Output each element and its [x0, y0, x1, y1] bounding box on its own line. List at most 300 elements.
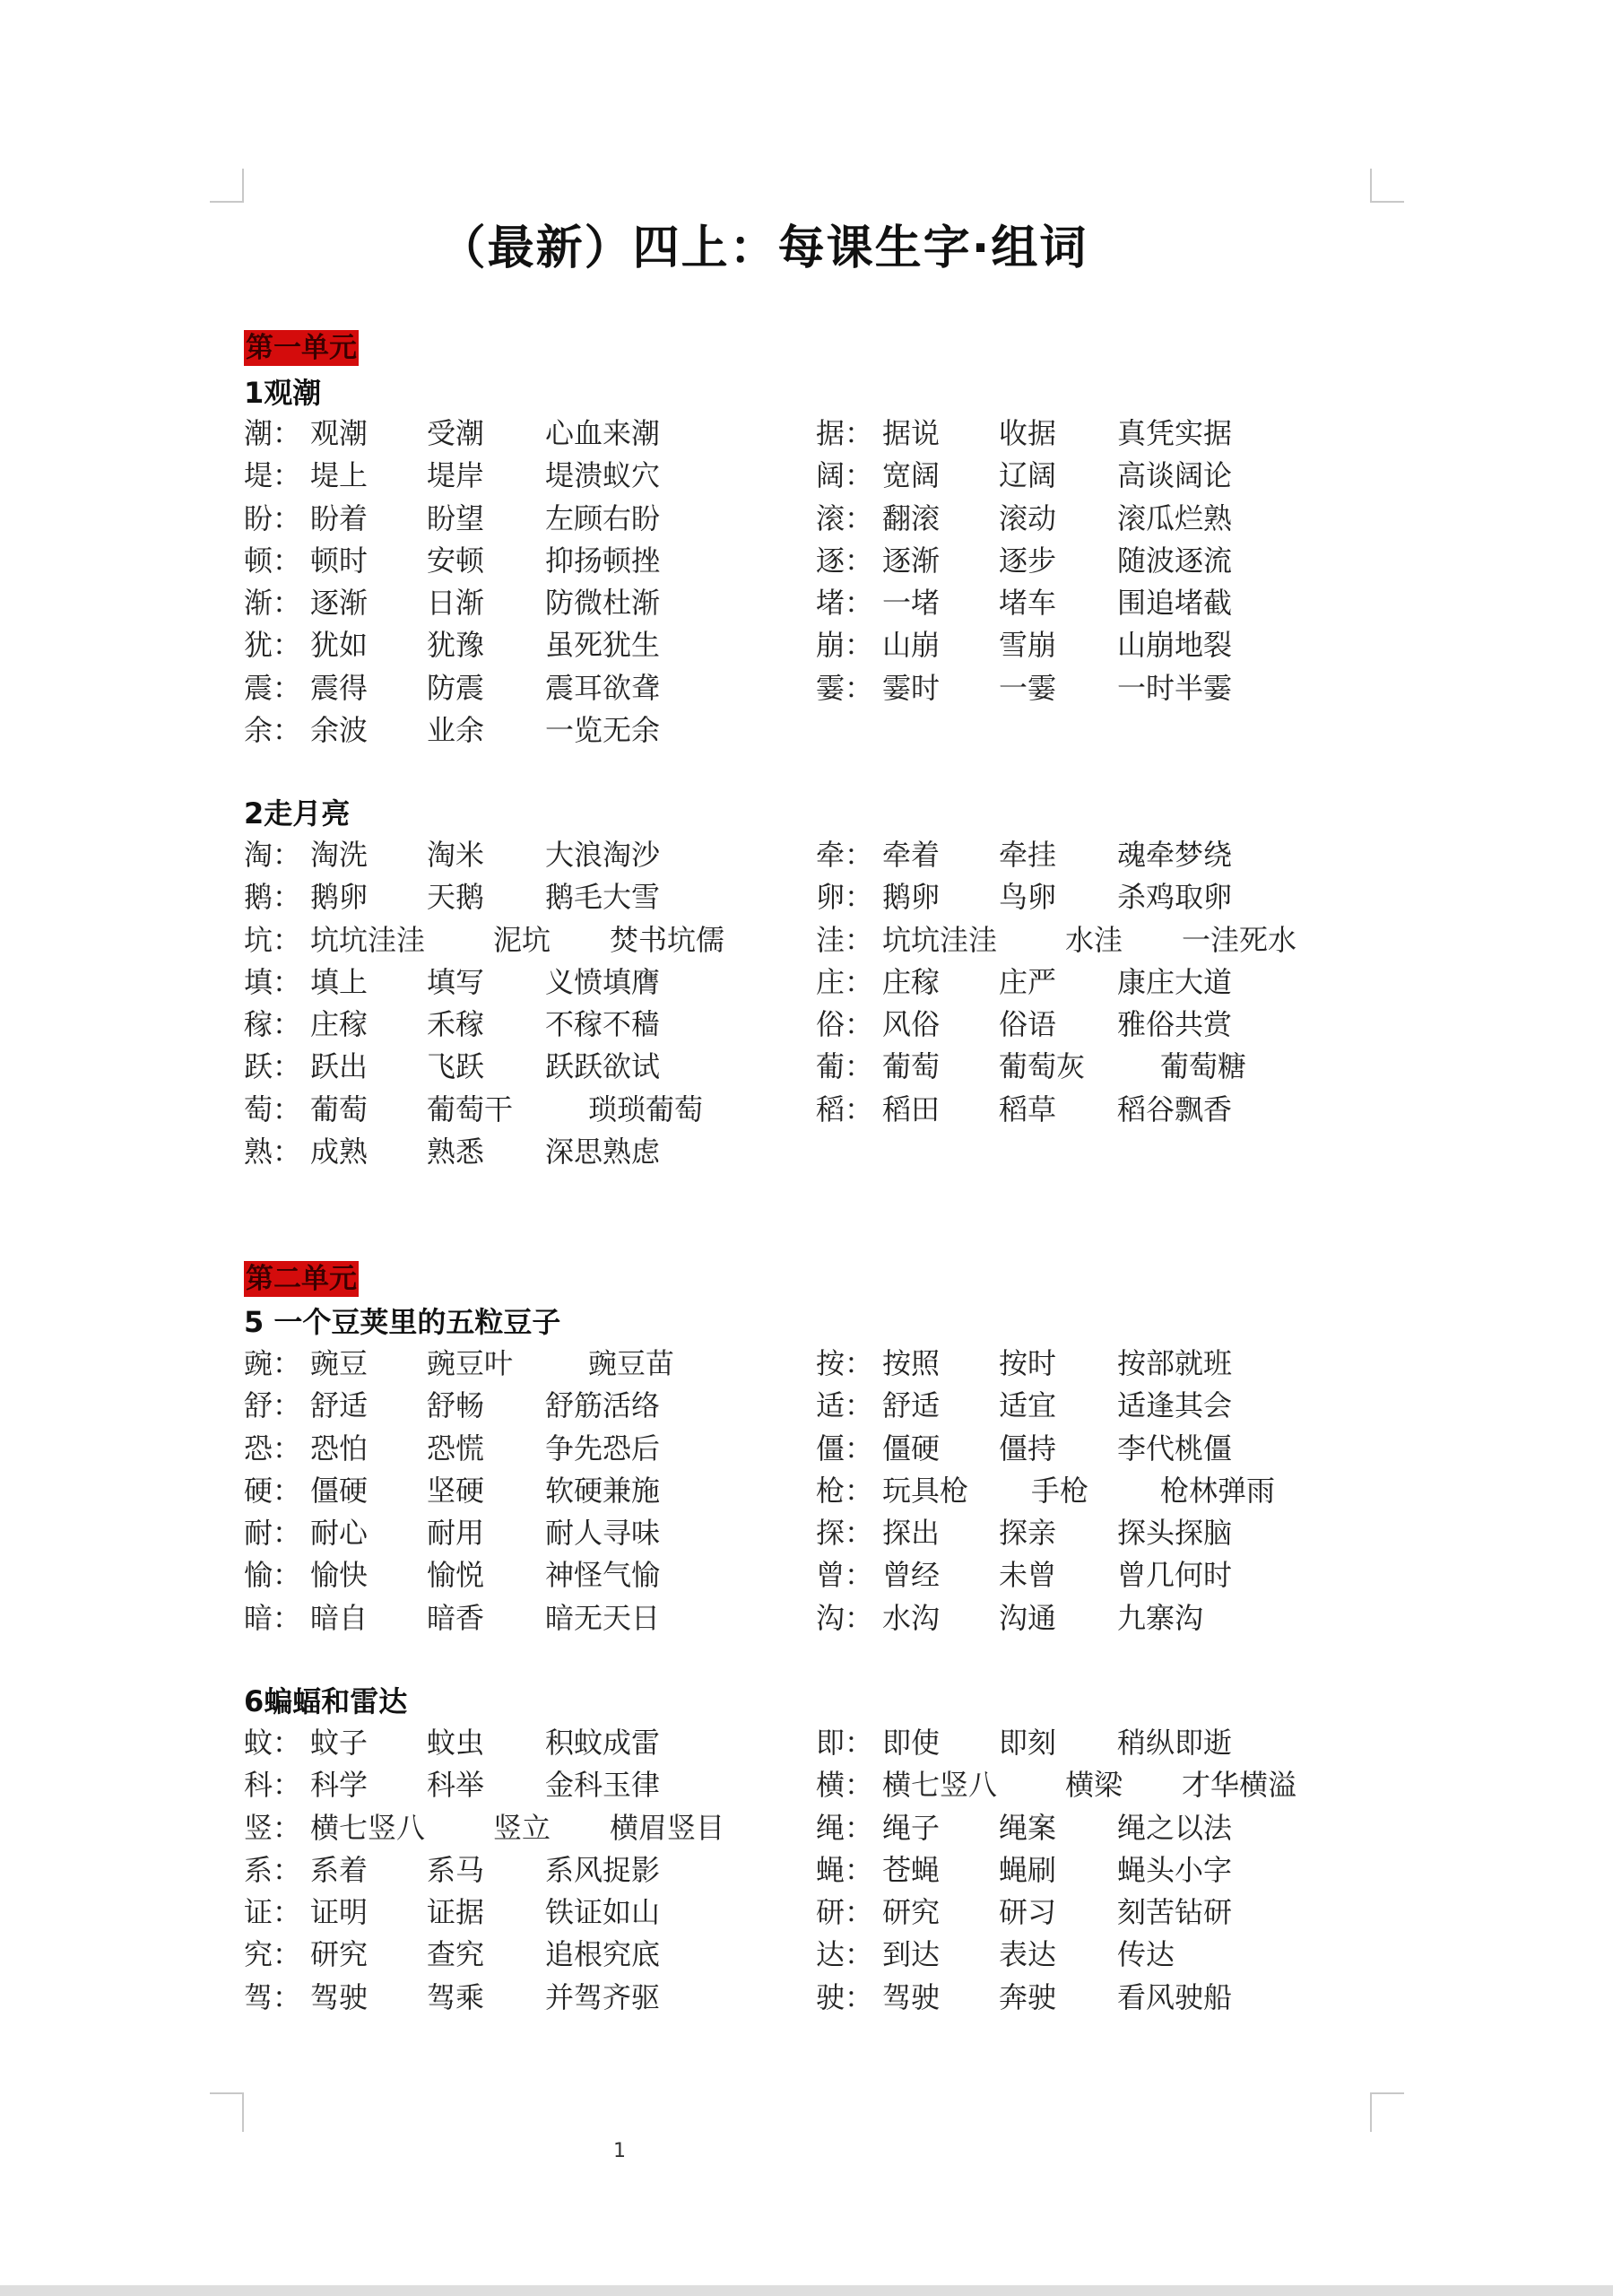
word-2: 蝇刷	[999, 1852, 1057, 1887]
word-3: 横眉竖目	[610, 1810, 725, 1845]
word-1: 成熟	[310, 1135, 369, 1170]
word-3: 稻谷飘香	[1117, 1091, 1233, 1126]
word-1: 即使	[882, 1726, 941, 1760]
word-row	[244, 1849, 782, 1892]
word-3: 围追堵截	[1117, 586, 1233, 621]
word-3: 防微杜渐	[545, 586, 661, 621]
word-3: 雅俗共赏	[1117, 1007, 1233, 1042]
word-1: 舒适	[310, 1388, 369, 1423]
word-3: 真凭实据	[1117, 416, 1233, 450]
word-1: 舒适	[882, 1388, 941, 1423]
word-list-left	[244, 1343, 782, 1639]
character-key: 葡：	[816, 1049, 874, 1084]
word-1: 研究	[310, 1937, 369, 1972]
word-row	[244, 413, 782, 455]
character-key: 稻：	[816, 1091, 874, 1126]
word-2: 僵持	[999, 1431, 1057, 1465]
word-1: 霎时	[882, 670, 941, 705]
word-3: 豌豆苗	[588, 1346, 675, 1380]
word-1: 一堵	[882, 586, 941, 621]
word-1: 庄稼	[882, 964, 941, 999]
character-key: 枪：	[816, 1473, 874, 1508]
word-3: 蝇头小字	[1117, 1852, 1233, 1887]
word-1: 科学	[310, 1768, 369, 1803]
character-key: 据：	[816, 416, 874, 450]
word-3: 稍纵即逝	[1117, 1726, 1233, 1760]
word-2: 滚动	[999, 500, 1057, 535]
word-1: 探出	[882, 1516, 941, 1551]
word-2: 堵车	[999, 586, 1057, 621]
word-row	[816, 1722, 1390, 1764]
word-1: 牵着	[882, 838, 941, 872]
word-row	[244, 1892, 782, 1934]
word-row	[244, 961, 782, 1004]
word-1: 按照	[882, 1346, 941, 1380]
word-2: 填写	[427, 964, 485, 999]
word-3: 争先恐后	[545, 1431, 661, 1465]
character-key: 适：	[816, 1388, 874, 1423]
word-row	[244, 498, 782, 540]
word-row	[816, 455, 1354, 497]
character-key: 熟：	[244, 1135, 302, 1170]
character-key: 系：	[244, 1852, 302, 1887]
word-2: 蚊虫	[427, 1726, 485, 1760]
word-1: 余波	[310, 713, 369, 748]
word-2: 葡萄干	[427, 1091, 514, 1126]
character-key: 牵：	[816, 838, 874, 872]
word-3: 心血来潮	[545, 416, 661, 450]
word-1: 震得	[310, 670, 369, 705]
word-3: 康庄大道	[1117, 964, 1233, 999]
word-1: 顿时	[310, 543, 369, 578]
word-list-right	[816, 1722, 1390, 2019]
word-1: 稻田	[882, 1091, 941, 1126]
word-row	[244, 540, 782, 582]
word-2: 查究	[427, 1937, 485, 1972]
character-key: 坑：	[244, 922, 302, 957]
word-3: 琐琐葡萄	[588, 1091, 704, 1126]
word-3: 焚书坑儒	[610, 922, 725, 957]
word-3: 高谈阔论	[1117, 458, 1233, 493]
word-2: 犹豫	[427, 628, 485, 663]
character-key: 跃：	[244, 1049, 302, 1084]
word-list-left	[244, 834, 782, 1173]
word-row	[244, 1764, 782, 1806]
word-3: 刻苦钻研	[1117, 1895, 1233, 1930]
word-2: 驾乘	[427, 1979, 485, 2014]
word-3: 滚瓜烂熟	[1117, 500, 1233, 535]
word-2: 科举	[427, 1768, 485, 1803]
word-list-right	[816, 1343, 1390, 1639]
word-3: 义愤填膺	[545, 964, 661, 999]
word-1: 山崩	[882, 628, 941, 663]
word-2: 未曾	[999, 1558, 1057, 1593]
word-1: 证明	[310, 1895, 369, 1930]
character-key: 盼：	[244, 500, 302, 535]
word-2: 盼望	[427, 500, 485, 535]
character-key: 科：	[244, 1768, 302, 1803]
character-key: 鹅：	[244, 880, 302, 915]
word-row	[816, 582, 1354, 624]
crop-mark-bottom-right	[1370, 2092, 1404, 2132]
character-key: 渐：	[244, 586, 302, 621]
character-key: 即：	[816, 1726, 874, 1760]
word-1: 系着	[310, 1852, 369, 1887]
word-1: 豌豆	[310, 1346, 369, 1380]
word-row	[816, 540, 1354, 582]
word-row	[244, 1385, 782, 1427]
word-row	[816, 919, 1390, 961]
character-key: 探：	[816, 1516, 874, 1551]
word-row	[816, 1554, 1390, 1596]
character-key: 顿：	[244, 543, 302, 578]
character-key: 潮：	[244, 416, 302, 450]
word-2: 堤岸	[427, 458, 485, 493]
crop-mark-top-right	[1370, 169, 1404, 203]
word-row	[244, 876, 782, 918]
word-3: 堤溃蚁穴	[545, 458, 661, 493]
word-2: 系马	[427, 1852, 485, 1887]
word-1: 葡萄	[882, 1049, 941, 1084]
word-3: 震耳欲聋	[545, 670, 661, 705]
word-row	[816, 1512, 1390, 1554]
word-1: 盼着	[310, 500, 369, 535]
word-1: 翻滚	[882, 500, 941, 535]
page-bottom-edge	[0, 2285, 1613, 2296]
word-row	[244, 1554, 782, 1596]
word-1: 鹅卵	[882, 880, 941, 915]
word-3: 深思熟虑	[545, 1135, 661, 1170]
word-row	[816, 1934, 1390, 1976]
word-3: 九寨沟	[1117, 1600, 1204, 1635]
character-key: 堵：	[816, 586, 874, 621]
character-key: 暗：	[244, 1600, 302, 1635]
character-key: 俗：	[816, 1007, 874, 1042]
word-2: 耐用	[427, 1516, 485, 1551]
word-3: 金科玉律	[545, 1768, 661, 1803]
word-2: 收据	[999, 416, 1057, 450]
word-1: 横七竖八	[310, 1810, 426, 1845]
word-2: 稻草	[999, 1091, 1057, 1126]
character-key: 崩：	[816, 628, 874, 663]
character-key: 阔：	[816, 458, 874, 493]
word-2: 辽阔	[999, 458, 1057, 493]
document-title: （最新）四上：每课生字·组词	[438, 222, 1088, 275]
character-key: 耐：	[244, 1516, 302, 1551]
word-1: 鹅卵	[310, 880, 369, 915]
word-row	[816, 667, 1354, 709]
character-key: 愉：	[244, 1558, 302, 1593]
character-key: 萄：	[244, 1091, 302, 1126]
word-2: 淘米	[427, 838, 485, 872]
word-2: 探亲	[999, 1516, 1057, 1551]
word-3: 追根究底	[545, 1937, 661, 1972]
character-key: 驶：	[816, 1979, 874, 2014]
word-1: 观潮	[310, 416, 369, 450]
word-1: 暗自	[310, 1600, 369, 1635]
character-key: 恐：	[244, 1431, 302, 1465]
word-1: 僵硬	[310, 1473, 369, 1508]
word-row	[244, 709, 782, 752]
character-key: 竖：	[244, 1810, 302, 1845]
word-row	[244, 834, 782, 876]
word-row	[816, 1385, 1390, 1427]
word-3: 一时半霎	[1117, 670, 1233, 705]
word-1: 淘洗	[310, 838, 369, 872]
word-list-left	[244, 413, 782, 752]
character-key: 庄：	[816, 964, 874, 999]
word-row	[244, 624, 782, 666]
word-row	[244, 1807, 782, 1849]
word-row	[244, 1512, 782, 1554]
unit-label: 第一单元	[246, 332, 357, 364]
word-2: 受潮	[427, 416, 485, 450]
word-2: 雪崩	[999, 628, 1057, 663]
character-key: 卵：	[816, 880, 874, 915]
word-2: 俗语	[999, 1007, 1057, 1042]
word-2: 飞跃	[427, 1049, 485, 1084]
word-1: 堤上	[310, 458, 369, 493]
character-key: 按：	[816, 1346, 874, 1380]
word-row	[244, 1722, 782, 1764]
word-row	[816, 624, 1354, 666]
word-2: 适宜	[999, 1388, 1057, 1423]
character-key: 驾：	[244, 1979, 302, 2014]
word-3: 耐人寻味	[545, 1516, 661, 1551]
word-1: 横七竖八	[882, 1768, 998, 1803]
word-3: 铁证如山	[545, 1895, 661, 1930]
word-1: 驾驶	[310, 1979, 369, 2014]
word-1: 逐渐	[310, 586, 369, 621]
word-3: 看风驶船	[1117, 1979, 1233, 2014]
word-1: 水沟	[882, 1600, 941, 1635]
character-key: 堤：	[244, 458, 302, 493]
word-2: 鸟卵	[999, 880, 1057, 915]
character-key: 稼：	[244, 1007, 302, 1042]
word-1: 逐渐	[882, 543, 941, 578]
word-3: 抑扬顿挫	[545, 543, 661, 578]
word-1: 玩具枪	[882, 1473, 969, 1508]
word-2: 沟通	[999, 1600, 1057, 1635]
word-3: 鹅毛大雪	[545, 880, 661, 915]
word-row	[244, 1343, 782, 1385]
word-2: 一霎	[999, 670, 1057, 705]
word-row	[244, 582, 782, 624]
word-3: 虽死犹生	[545, 628, 661, 663]
word-row	[816, 834, 1390, 876]
word-row	[244, 1934, 782, 1976]
character-key: 证：	[244, 1895, 302, 1930]
word-3: 枪林弹雨	[1160, 1473, 1276, 1508]
word-row	[244, 1004, 782, 1046]
character-key: 研：	[816, 1895, 874, 1930]
word-row	[816, 498, 1354, 540]
word-3: 跃跃欲试	[545, 1049, 661, 1084]
character-key: 豌：	[244, 1346, 302, 1380]
word-1: 到达	[882, 1937, 941, 1972]
word-1: 驾驶	[882, 1979, 941, 2014]
word-2: 牵挂	[999, 838, 1057, 872]
word-2: 暗香	[427, 1600, 485, 1635]
character-key: 犹：	[244, 628, 302, 663]
word-2: 坚硬	[427, 1473, 485, 1508]
word-3: 山崩地裂	[1117, 628, 1233, 663]
word-3: 软硬兼施	[545, 1473, 661, 1508]
word-3: 暗无天日	[545, 1600, 661, 1635]
character-key: 蝇：	[816, 1852, 874, 1887]
word-2: 禾稼	[427, 1007, 485, 1042]
character-key: 蚊：	[244, 1726, 302, 1760]
word-3: 李代桃僵	[1117, 1431, 1233, 1465]
character-key: 淘：	[244, 838, 302, 872]
word-2: 逐步	[999, 543, 1057, 578]
character-key: 余：	[244, 713, 302, 748]
word-3: 探头探脑	[1117, 1516, 1233, 1551]
word-1: 僵硬	[882, 1431, 941, 1465]
word-2: 葡萄灰	[999, 1049, 1086, 1084]
word-3: 传达	[1117, 1937, 1175, 1972]
word-row	[816, 876, 1390, 918]
word-1: 曾经	[882, 1558, 941, 1593]
word-1: 苍蝇	[882, 1852, 941, 1887]
word-2: 按时	[999, 1346, 1057, 1380]
character-key: 僵：	[816, 1431, 874, 1465]
unit-label: 第二单元	[246, 1263, 357, 1295]
word-1: 绳子	[882, 1810, 941, 1845]
word-1: 愉快	[310, 1558, 369, 1593]
word-2: 竖立	[493, 1810, 551, 1845]
character-key: 绳：	[816, 1810, 874, 1845]
crop-mark-top-left	[210, 169, 244, 203]
word-row	[816, 1764, 1390, 1806]
word-row	[816, 1046, 1390, 1088]
word-2: 奔驶	[999, 1979, 1057, 2014]
character-key: 硬：	[244, 1473, 302, 1508]
word-3: 左顾右盼	[545, 500, 661, 535]
word-1: 跃出	[310, 1049, 369, 1084]
word-row	[244, 919, 782, 961]
word-row	[816, 1470, 1390, 1512]
word-1: 犹如	[310, 628, 369, 663]
word-2: 即刻	[999, 1726, 1057, 1760]
word-row	[816, 1004, 1390, 1046]
word-row	[244, 1428, 782, 1470]
word-1: 庄稼	[310, 1007, 369, 1042]
word-3: 一洼死水	[1182, 922, 1297, 957]
word-2: 防震	[427, 670, 485, 705]
word-3: 适逢其会	[1117, 1388, 1233, 1423]
word-row	[816, 1892, 1390, 1934]
word-2: 愉悦	[427, 1558, 485, 1593]
word-list-right	[816, 834, 1390, 1131]
word-3: 一览无余	[545, 713, 661, 748]
character-key: 霎：	[816, 670, 874, 705]
word-row	[816, 1343, 1390, 1385]
lesson-title: 6蝙蝠和雷达	[244, 1684, 408, 1718]
character-key: 曾：	[816, 1558, 874, 1593]
word-2: 绳案	[999, 1810, 1057, 1845]
word-2: 庄严	[999, 964, 1057, 999]
word-row	[244, 667, 782, 709]
word-row	[816, 1977, 1390, 2019]
word-1: 恐怕	[310, 1431, 369, 1465]
word-row	[244, 1977, 782, 2019]
word-1: 风俗	[882, 1007, 941, 1042]
page-number: 1	[613, 2140, 626, 2162]
word-2: 天鹅	[427, 880, 485, 915]
character-key: 逐：	[816, 543, 874, 578]
word-row	[244, 1470, 782, 1512]
word-row	[244, 1089, 782, 1131]
word-2: 证据	[427, 1895, 485, 1930]
word-3: 绳之以法	[1117, 1810, 1233, 1845]
word-3: 葡萄糖	[1160, 1049, 1247, 1084]
word-3: 按部就班	[1117, 1346, 1233, 1380]
word-1: 研究	[882, 1895, 941, 1930]
lesson-title: 1观潮	[244, 376, 322, 410]
word-3: 不稼不穑	[545, 1007, 661, 1042]
word-2: 安顿	[427, 543, 485, 578]
word-2: 恐慌	[427, 1431, 485, 1465]
word-3: 舒筋活络	[545, 1388, 661, 1423]
word-1: 据说	[882, 416, 941, 450]
character-key: 滚：	[816, 500, 874, 535]
lesson-title: 2走月亮	[244, 796, 351, 831]
character-key: 究：	[244, 1937, 302, 1972]
character-key: 沟：	[816, 1600, 874, 1635]
word-2: 手枪	[1031, 1473, 1089, 1508]
word-1: 填上	[310, 964, 369, 999]
word-2: 表达	[999, 1937, 1057, 1972]
lesson-title: 5 一个豆荚里的五粒豆子	[244, 1305, 561, 1339]
word-row	[244, 1046, 782, 1088]
word-row	[816, 1849, 1390, 1892]
word-2: 研习	[999, 1895, 1057, 1930]
word-3: 杀鸡取卵	[1117, 880, 1233, 915]
word-2: 泥坑	[493, 922, 551, 957]
word-3: 才华横溢	[1182, 1768, 1297, 1803]
word-2: 横梁	[1065, 1768, 1123, 1803]
word-3: 大浪淘沙	[545, 838, 661, 872]
word-2: 豌豆叶	[427, 1346, 514, 1380]
word-1: 葡萄	[310, 1091, 369, 1126]
word-2: 舒畅	[427, 1388, 485, 1423]
word-3: 随波逐流	[1117, 543, 1233, 578]
word-3: 曾几何时	[1117, 1558, 1233, 1593]
word-list-right	[816, 413, 1354, 709]
character-key: 舒：	[244, 1388, 302, 1423]
character-key: 洼：	[816, 922, 874, 957]
word-row	[816, 1428, 1390, 1470]
word-row	[244, 1131, 782, 1173]
word-1: 坑坑洼洼	[882, 922, 998, 957]
word-2: 水洼	[1065, 922, 1123, 957]
word-1: 坑坑洼洼	[310, 922, 426, 957]
word-1: 耐心	[310, 1516, 369, 1551]
word-1: 宽阔	[882, 458, 941, 493]
crop-mark-bottom-left	[210, 2092, 244, 2132]
character-key: 横：	[816, 1768, 874, 1803]
word-3: 魂牵梦绕	[1117, 838, 1233, 872]
word-row	[816, 1807, 1390, 1849]
word-2: 日渐	[427, 586, 485, 621]
word-2: 熟悉	[427, 1135, 485, 1170]
word-row	[816, 1089, 1390, 1131]
word-1: 蚊子	[310, 1726, 369, 1760]
word-list-left	[244, 1722, 782, 2019]
word-row	[816, 961, 1390, 1004]
word-3: 系风捉影	[545, 1852, 661, 1887]
